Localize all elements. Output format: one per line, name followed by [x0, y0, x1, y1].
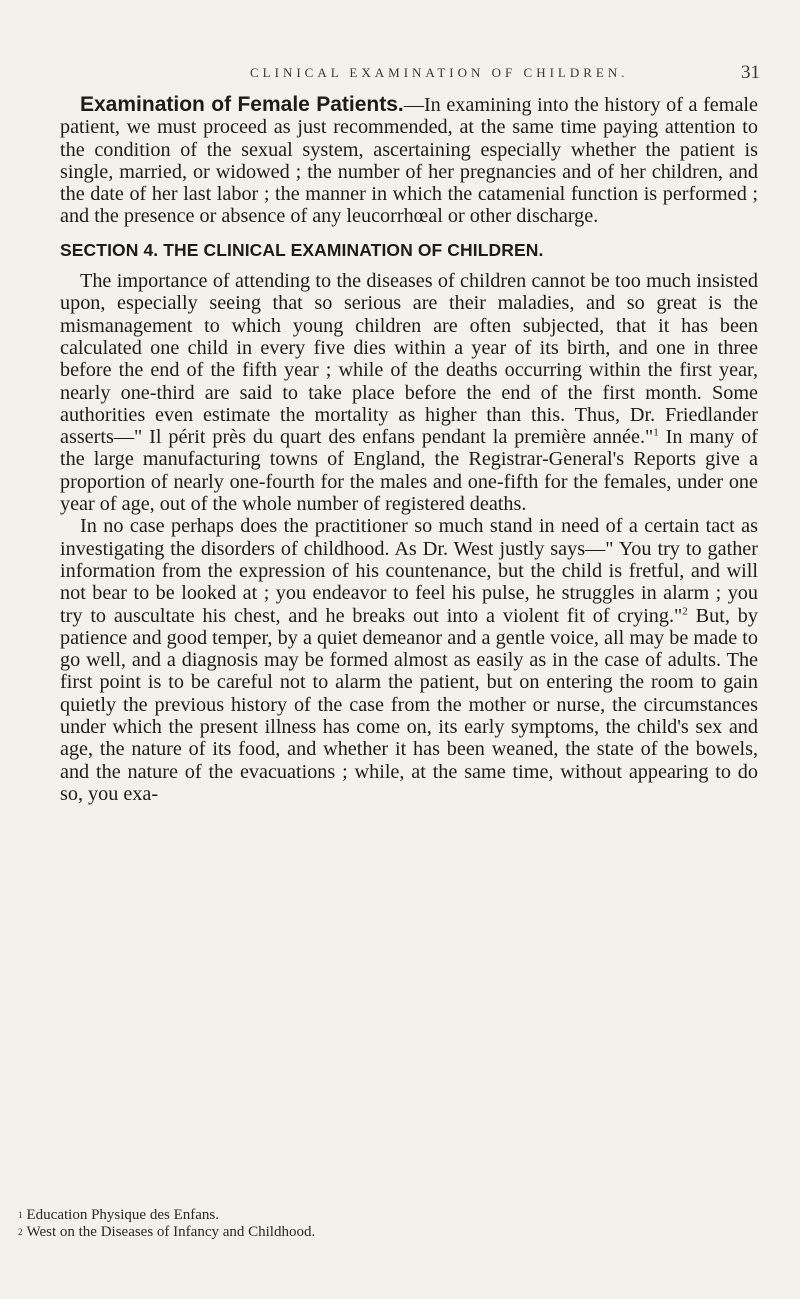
run-in-heading: Examination of Female Patients.	[80, 93, 404, 116]
paragraph-text: The importance of attending to the diseases of children cannot be too much insisted upon, especially seeing that so serious are their maladies, and so great is the mismanagement to which young children are often subjected, that it has been calculated one child in every five dies within a year of its birth, and one in three before the end of the fifth year ; while of the deaths occurring within the first year, nearly one-third are said to take place before the end of the first month. Some authorities even estimate the mortality as higher than this. Thus, Dr. Friedlander asserts—" Il périt près du quart des enfans pendant la première année."	[60, 270, 758, 449]
footnote-text: West on the Diseases of Infancy and Childhood.	[26, 1224, 316, 1240]
footnote-mark: 1	[18, 1210, 23, 1220]
paragraph-text: But, by patience and good temper, by a quiet demeanor and a gentle voice, all may be made to go well, and a diagnosis may be formed almost as easily as in the case of adults. The first point is to be careful not to alarm the patient, but on entering the room to gain quietly the previous history of the case from the mother or nurse, the circumstances under which the present illness has come on, its early symptoms, the child's sex and age, the nature of its food, and whether it has been weaned, the state of the bowels, and the nature of the evacuations ; while, at the same time, without appearing to do so, you exa-	[60, 604, 758, 805]
running-head	[250, 62, 760, 84]
footnote	[18, 1224, 718, 1241]
footnote	[18, 1207, 718, 1224]
paragraph-text: —In examining into the history of a female patient, we must proceed as just recommended, at the same time paying attention to the condition of the sexual system, ascertaining especially whether the patient is single, married, or widowed ; the number of her pregnancies and of her children, and the date of her last labor ; the manner in which the catamenial function is performed ; and the presence or absence of any leucorrhœal or other discharge.	[60, 94, 758, 228]
footnote-mark: 2	[18, 1227, 23, 1237]
section-heading: SECTION 4. THE CLINICAL EXAMINATION OF CHILDREN.	[60, 239, 544, 260]
footnote-ref: 1	[653, 426, 659, 439]
paragraph-female-patients	[60, 94, 758, 228]
footnotes	[18, 1207, 718, 1241]
running-head-title: CLINICAL EXAMINATION OF CHILDREN.	[250, 65, 629, 80]
paragraph-text: In no case perhaps does the practitioner so much stand in need of a certain tact as investigating the disorders of childhood. As Dr. West justly says—" You try to gather information from the expression of his countenance, but the child is fretful, and will not bear to be looked at ; you endeavor to feel his pulse, he struggles in alarm ; you try to auscultate his chest, and he breaks out into a violent fit of crying."	[60, 515, 758, 627]
page-number: 31	[741, 62, 760, 83]
paragraph-importance	[60, 270, 758, 515]
footnote-text: Education Physique des Enfans.	[26, 1207, 219, 1223]
paragraph-text: In many of the large manufacturing towns of England, the Registrar-General's Reports give a proportion of nearly one-fourth for the males and one-fifth for the females, under one year of age, out of the whole number of registered deaths.	[60, 426, 758, 516]
body-text	[60, 94, 758, 805]
paragraph-tact	[60, 515, 758, 805]
footnote-ref: 2	[682, 604, 688, 617]
